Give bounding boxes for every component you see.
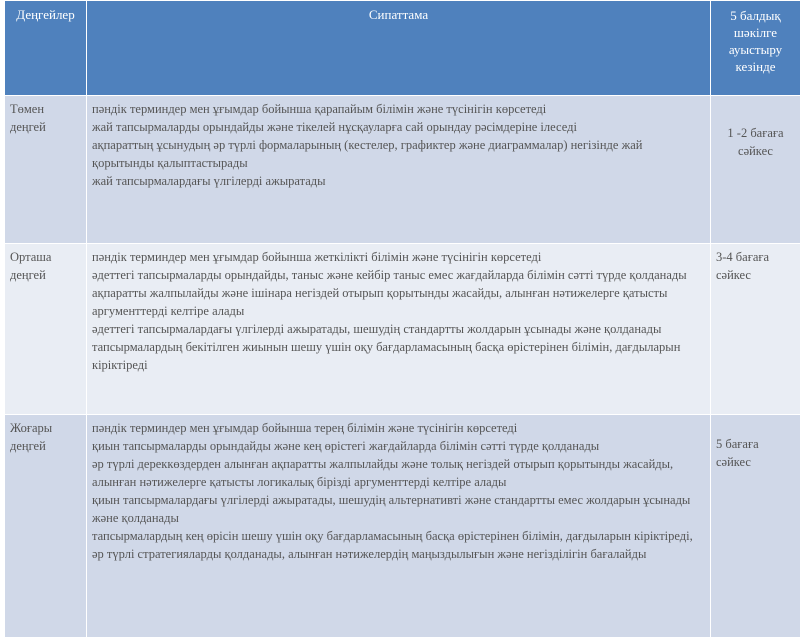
description-line: әдеттегі тапсырмаларды орындайды, таныс және кейбір таныс емес жағдайларда білімін сәтті түрде қолданады (92, 266, 705, 284)
table-row-high (5, 415, 800, 638)
description-line: қиын тапсырмаларды орындайды және кең өрістегі жағдайларда білімін сәтті түрде қолданады (92, 437, 705, 455)
description-line: ақпараттың ұсынудың әр түрлі формаларының (кестелер, графиктер және диаграммалар) негізінде жай қорытынды қалыптастырады (92, 136, 705, 172)
header-description: Сипаттама (87, 1, 711, 96)
description-line: жай тапсырмалардағы үлгілерді ажыратады (92, 172, 705, 190)
level-medium: Орташа деңгей (5, 244, 87, 415)
description-line: пәндік терминдер мен ұғымдар бойынша жеткілікті білімін және түсінігін көрсетеді (92, 248, 705, 266)
description-line: пәндік терминдер мен ұғымдар бойынша қарапайым білімін және түсінігін көрсетеді (92, 100, 705, 118)
level-high: Жоғары деңгей (5, 415, 87, 638)
grade-high: 5 бағаға сәйкес (711, 415, 800, 638)
header-level: Деңгейлер (5, 1, 87, 96)
assessment-table (4, 0, 800, 638)
description-line: ақпаратты жалпылайды және ішінара негіздей отырып қорытынды жасайды, алынған нәтижелерге қатысты аргументтерді келтіре алады (92, 284, 705, 320)
description-line: әр түрлі дереккөздерден алынған ақпаратты жалпылайды және толық негіздей отырып қорытынды жасайды, алынған нәтижелерге қатысты логикалық бірізді аргументтерді келтіре алады (92, 455, 705, 491)
description-high (87, 415, 711, 638)
grade-low: 1 -2 бағаға сәйкес (711, 96, 800, 244)
description-line: тапсырмалардың кең өрісін шешу үшін оқу бағдарламасының басқа өрістерінен білімін, дағдыларын кіріктіреді, әр түрлі стратегияларды қолданады, алынған нәтижелердің маңыздылығын және негізділігін бағалайды (92, 527, 705, 563)
description-line: пәндік терминдер мен ұғымдар бойынша терең білімін және түсінігін көрсетеді (92, 419, 705, 437)
description-line: тапсырмалардың бекітілген жиынын шешу үшін оқу бағдарламасының басқа өрістерінен білімін, дағдыларын кіріктіреді (92, 338, 705, 374)
table-row-medium (5, 244, 800, 415)
header-row (5, 1, 800, 96)
description-line: әдеттегі тапсырмалардағы үлгілерді ажыратады, шешудің стандартты жолдарын ұсынады және қолданады (92, 320, 705, 338)
header-grade: 5 балдық шәкілге ауыстыру кезінде (711, 1, 800, 96)
level-low: Төмен деңгей (5, 96, 87, 244)
description-line: қиын тапсырмалардағы үлгілерді ажыратады, шешудің альтернативті және стандартты емес жолдарын ұсынады және қолданады (92, 491, 705, 527)
description-line: жай тапсырмаларды орындайды және тікелей нұсқауларға сай орындау рәсімдеріне ілеседі (92, 118, 705, 136)
grade-medium: 3-4 бағаға сәйкес (711, 244, 800, 415)
description-medium (87, 244, 711, 415)
description-low (87, 96, 711, 244)
table-row-low (5, 96, 800, 244)
